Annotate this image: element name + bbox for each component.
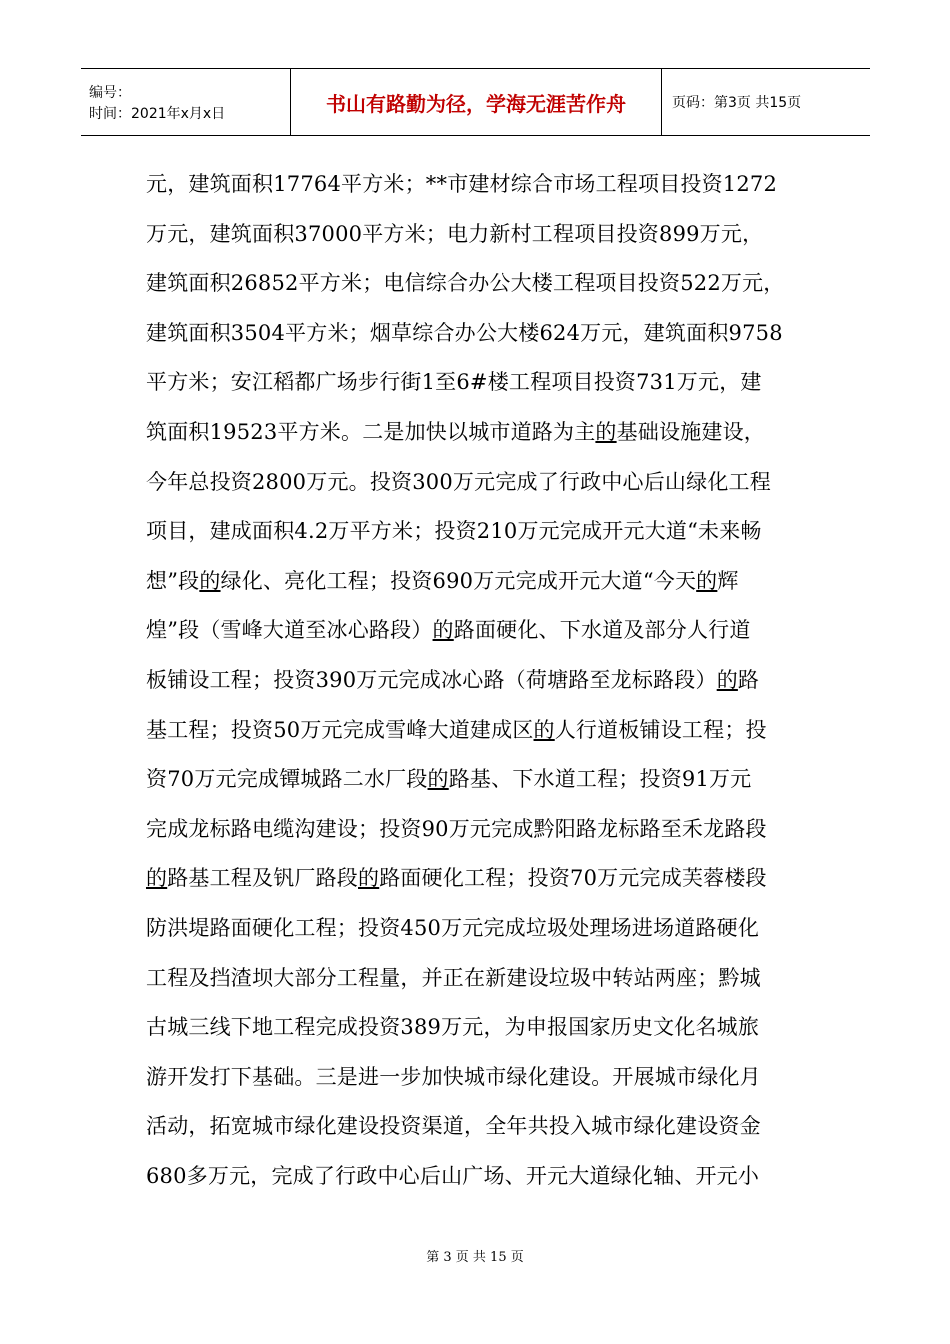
page-footer: 第 3 页 共 15 页 xyxy=(426,1250,524,1265)
body-line xyxy=(146,706,822,756)
line-text: 路 xyxy=(737,667,760,692)
line-text: 游开发打下基础。三是进一步加快城市绿化建设。开展城市绿化月 xyxy=(146,1064,761,1089)
line-text: 路基工程及钒厂路段 xyxy=(167,866,359,891)
line-text: 古城三线下地工程完成投资389万元，为申报国家历史文化名城旅 xyxy=(146,1015,760,1040)
body-line xyxy=(146,458,822,508)
underlined-text: 的 xyxy=(533,717,555,742)
underlined-text: 的 xyxy=(696,568,718,593)
underlined-text: 的 xyxy=(427,767,449,792)
line-text: 万元，建筑面积37000平方米；电力新村工程项目投资899万元， xyxy=(146,221,764,246)
body-line xyxy=(146,1102,822,1152)
line-text: 今年总投资2800万元。投资300万元完成了行政中心后山绿化工程 xyxy=(146,469,771,494)
header-motto: 书山有路勤为径，学海无涯苦作舟 xyxy=(291,69,662,136)
line-text: 完成龙标路电缆沟建设；投资90万元完成黔阳路龙标路至禾龙路段 xyxy=(146,816,767,841)
body-line xyxy=(146,656,822,706)
body-line xyxy=(146,904,822,954)
line-text: 680多万元，完成了行政中心后山广场、开元大道绿化轴、开元小 xyxy=(146,1163,760,1188)
line-text: 建筑面积3504平方米；烟草综合办公大楼624万元，建筑面积9758 xyxy=(146,320,783,345)
body-line xyxy=(146,755,822,805)
body-line xyxy=(146,160,822,210)
body-line xyxy=(146,309,822,359)
body-line xyxy=(146,358,822,408)
body-line xyxy=(146,557,822,607)
line-text: 筑面积19523平方米。二是加快以城市道路为主 xyxy=(146,419,596,444)
body-line xyxy=(146,408,822,458)
line-text: 建筑面积26852平方米；电信综合办公大楼工程项目投资522万元， xyxy=(146,271,785,296)
header-page-info: 页码：第3页 共15页 xyxy=(662,69,871,136)
body-line xyxy=(146,507,822,557)
line-text: 工程及挡渣坝大部分工程量，并正在新建设垃圾中转站两座；黔城 xyxy=(146,965,761,990)
body-line xyxy=(146,606,822,656)
document-header xyxy=(81,68,870,136)
line-text: 基础设施建设， xyxy=(616,419,766,444)
body-line xyxy=(146,954,822,1004)
line-text: 活动，拓宽城市绿化建设投资渠道，全年共投入城市绿化建设资金 xyxy=(146,1114,761,1139)
body-line xyxy=(146,854,822,904)
line-text: 项目，建成面积4.2万平方米；投资210万元完成开元大道“未来畅 xyxy=(146,519,762,544)
line-text: 人行道板铺设工程；投 xyxy=(554,717,767,742)
line-text: 想”段 xyxy=(146,568,200,593)
underlined-text: 的 xyxy=(358,866,380,891)
line-text: 路面硬化工程；投资70万元完成芙蓉楼段 xyxy=(379,866,767,891)
body-line xyxy=(146,259,822,309)
line-text: 元，建筑面积17764平方米；**市建材综合市场工程项目投资1272 xyxy=(146,172,778,196)
underlined-text: 的 xyxy=(199,568,221,593)
line-text: 辉 xyxy=(717,568,739,593)
body-line xyxy=(146,210,822,260)
header-meta-cell xyxy=(81,69,291,136)
line-text: 资70万元完成镡城路二水厂段 xyxy=(146,767,428,792)
underlined-text: 的 xyxy=(595,419,617,444)
line-text: 平方米；安江稻都广场步行街1至6#楼工程项目投资731万元，建 xyxy=(146,370,762,395)
line-text: 路基、下水道工程；投资91万元 xyxy=(448,767,752,792)
document-time-label: 时间：2021年x月x日 xyxy=(89,106,226,122)
line-text: 板铺设工程；投资390万元完成冰心路（荷塘路至龙标路段） xyxy=(146,667,717,692)
underlined-text: 的 xyxy=(146,866,168,891)
body-line xyxy=(146,1003,822,1053)
body-line xyxy=(146,1152,822,1202)
document-body xyxy=(146,160,822,1201)
line-text: 路面硬化、下水道及部分人行道 xyxy=(453,618,751,643)
underlined-text: 的 xyxy=(716,667,738,692)
body-line xyxy=(146,805,822,855)
body-line xyxy=(146,1053,822,1103)
line-text: 基工程；投资50万元完成雪峰大道建成区 xyxy=(146,717,534,742)
document-number-label: 编号： xyxy=(89,85,131,101)
line-text: 煌”段（雪峰大道至冰心路段） xyxy=(146,618,433,643)
line-text: 绿化、亮化工程；投资690万元完成开元大道“今天 xyxy=(220,568,697,593)
line-text: 防洪堤路面硬化工程；投资450万元完成垃圾处理场进场道路硬化 xyxy=(146,915,760,940)
underlined-text: 的 xyxy=(432,618,454,643)
